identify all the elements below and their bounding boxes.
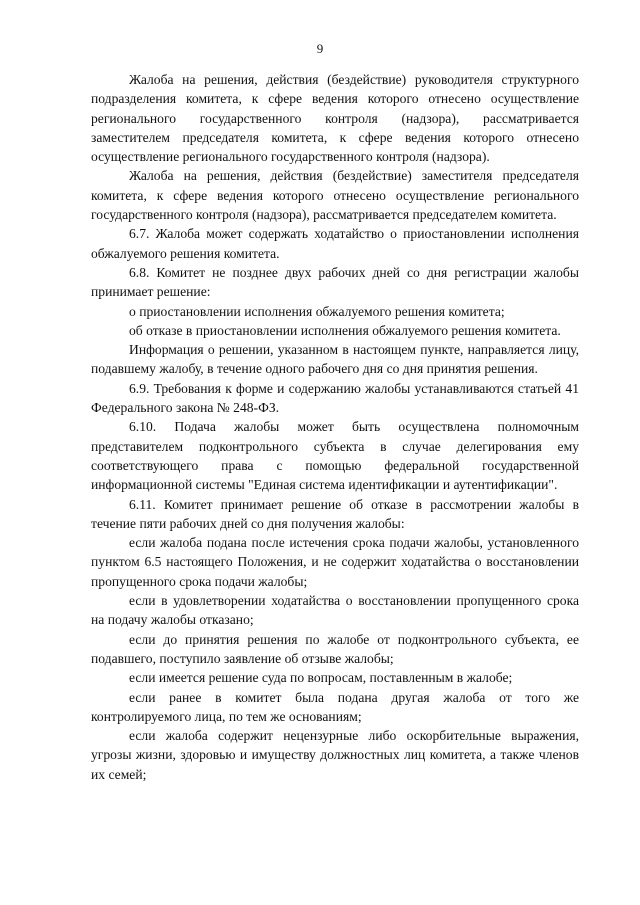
paragraph: об отказе в приостановлении исполнения обжалуемого решения комитета. bbox=[129, 322, 561, 338]
paragraph: 6.7. Жалоба может содержать ходатайство о приостановлении исполнения обжалуемого решения комитета. bbox=[91, 226, 579, 261]
paragraph: 6.10. Подача жалобы может быть осуществлена полномочным представителем подконтрольного субъекта в случае делегирования ему соответствующего права с помощью федеральной государственной информационной системы "Единая система идентификации и аутентификации". bbox=[91, 419, 579, 493]
page-number: 9 bbox=[316, 41, 324, 56]
paragraph: если жалоба подана после истечения срока подачи жалобы, установленного пунктом 6.5 настоящего Положения, и не содержит ходатайства о восстановлении пропущенного срока подачи жалобы; bbox=[91, 535, 579, 589]
paragraph: 6.8. Комитет не позднее двух рабочих дней со дня регистрации жалобы принимает решение: bbox=[91, 264, 579, 300]
paragraph: Жалоба на решения, действия (бездействие) руководителя структурного подразделения комитета, к сфере ведения которого отнесено осуществление регионального государственного контроля (надзора), рассматривается заместителем председателя комитета, к сфере ведения которого отнесено осуществление регионального государственного контроля (надзора). bbox=[91, 72, 579, 165]
paragraph: если в удовлетворении ходатайства о восстановлении пропущенного срока на подачу жалобы отказано; bbox=[91, 593, 579, 628]
paragraph: 6.11. Комитет принимает решение об отказе в рассмотрении жалобы в течение пяти рабочих дней со дня получения жалобы: bbox=[91, 496, 579, 531]
paragraph: Жалоба на решения, действия (бездействие) заместителя председателя комитета, к сфере ведения которого отнесено осуществление регионального государственного контроля (надзора), рассматривается председателем комитета. bbox=[91, 168, 579, 223]
paragraph: если жалоба содержит нецензурные либо оскорбительные выражения, угрозы жизни, здоровью и имуществу должностных лиц комитета, а также членов их семей; bbox=[91, 728, 579, 782]
document-body bbox=[91, 70, 579, 784]
paragraph: о приостановлении исполнения обжалуемого решения комитета; bbox=[129, 303, 505, 319]
paragraph: если ранее в комитет была подана другая жалоба от того же контролируемого лица, по тем же основаниям; bbox=[91, 689, 579, 724]
paragraph: Информация о решении, указанном в настоящем пункте, направляется лицу, подавшему жалобу, в течение одного рабочего дня со дня принятия решения. bbox=[91, 342, 579, 377]
paragraph: если имеется решение суда по вопросам, поставленным в жалобе; bbox=[129, 670, 513, 686]
paragraph: если до принятия решения по жалобе от подконтрольного субъекта, ее подавшего, поступило заявление об отзыве жалобы; bbox=[91, 631, 579, 666]
paragraph: 6.9. Требования к форме и содержанию жалобы устанавливаются статьей 41 Федерального закона № 248-ФЗ. bbox=[91, 380, 579, 416]
